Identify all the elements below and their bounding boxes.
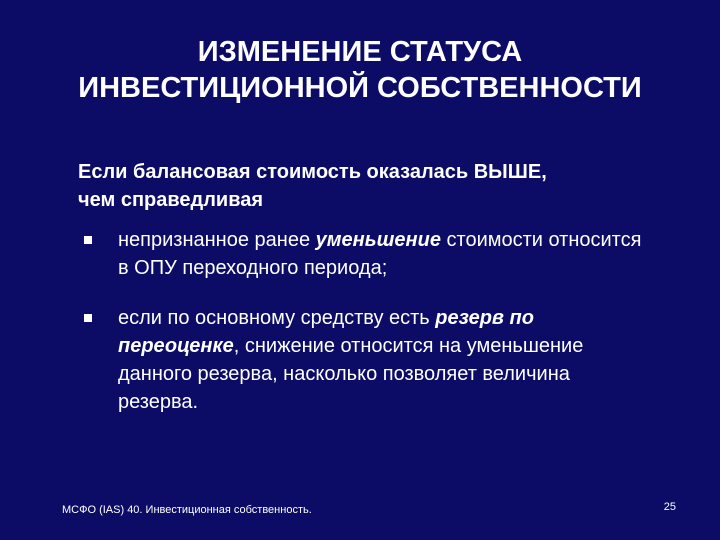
square-bullet-icon <box>84 314 92 322</box>
square-bullet-icon <box>84 236 92 244</box>
bullet-1-text-start: непризнанное ранее <box>118 229 316 251</box>
bullet-1-emphasis: уменьшение <box>315 229 441 251</box>
lead-statement-line-1: Если балансовая стоимость оказалась ВЫШЕ, <box>78 161 547 183</box>
page-number: 25 <box>663 501 676 513</box>
bullet-2-text-end: , снижение относится на уменьшение данного резерва, насколько позволяет величина резерва. <box>118 335 584 413</box>
bullet-2-text <box>118 307 583 413</box>
bullet-2-text-start: если по основному средству есть <box>118 307 436 329</box>
lead-statement <box>78 158 678 214</box>
bullet-1-text <box>118 229 641 279</box>
footer-source: МСФО (IAS) 40. Инвестиционная собственность. <box>62 504 312 516</box>
slide-title <box>20 34 700 106</box>
bullet-1-text-end: стоимости относится в ОПУ переходного периода; <box>118 229 642 279</box>
bullet-item-1 <box>84 226 644 282</box>
slide-title-line-2: ИНВЕСТИЦИОННОЙ СОБСТВЕННОСТИ <box>78 72 642 104</box>
lead-statement-line-2: чем справедливая <box>78 189 264 211</box>
slide-title-line-1: ИЗМЕНЕНИЕ СТАТУСА <box>197 36 523 68</box>
bullet-2-emphasis: резерв по переоценке <box>118 307 534 357</box>
bullet-list <box>84 226 644 416</box>
bullet-item-2 <box>84 304 644 416</box>
